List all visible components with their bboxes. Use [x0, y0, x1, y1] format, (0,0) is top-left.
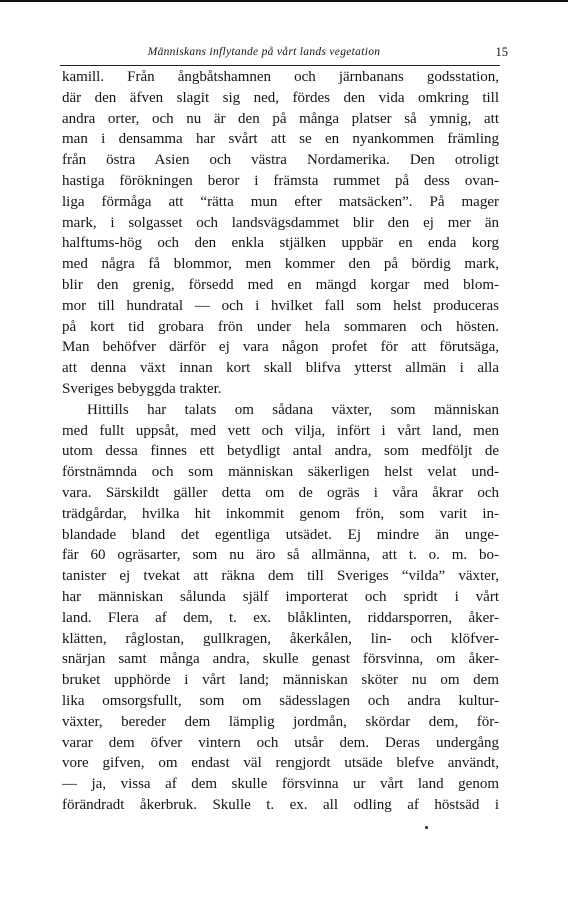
header-rule	[60, 65, 500, 66]
top-edge-rule	[0, 0, 568, 2]
text-line: från östra Asien och västra Nordamerika. Den otroligt	[62, 152, 499, 169]
text-line: halftums-hög och den enkla stjälken uppbär en enda korg	[62, 235, 499, 252]
text-line: på kort tid grobara frön under hela sommaren och hösten.	[62, 318, 499, 335]
text-line: bruket upphörde i vårt land; människan sköter nu om dem	[62, 672, 499, 689]
text-line: utom dessa finnes ett betydligt antal andra, som medföljt de	[62, 443, 499, 460]
text-line: klätten, råglostan, gullkragen, åkerkålen, lin- och klöfver-	[62, 630, 499, 647]
text-line: kamill. Från ångbåtshamnen och järnbanans godsstation,	[62, 69, 499, 85]
text-line: andra orter, och nu är den på många platser så ymnig, att	[62, 110, 499, 127]
text-line: mor till hundratal — och i hvilket fall som helst produceras	[62, 297, 499, 314]
text-line: förändradt åkerbruk. Skulle t. ex. all odling af höstsäd i	[62, 796, 499, 813]
text-line: liga förmåga att “rätta mun efter matsäcken”. På mager	[62, 193, 499, 210]
text-line: blandade bland det egentliga utsädet. Ej mindre än unge-	[62, 526, 499, 543]
ink-dot	[425, 826, 428, 829]
text-line: lika omsorgsfullt, som om sädesslagen och andra kultur-	[62, 692, 499, 709]
text-line: med några få blommor, men kommer den på bördig mark,	[62, 256, 499, 273]
text-line: man i densamma har svårt att se en nyankommen främling	[62, 131, 499, 148]
text-line: varar dem öfver vintern och utsår dem. Deras undergång	[62, 734, 499, 751]
text-line: Man behöfver därför ej vara någon profet för att förutsäga,	[62, 339, 499, 356]
text-line: hastiga förökningen beror i främsta rummet på dess ovan-	[62, 172, 499, 189]
text-line: blir den grenig, försedd med en mängd korgar med blom-	[62, 276, 499, 293]
text-line: har människan sålunda själf importerat och spridt i vårt	[62, 588, 499, 605]
text-line: vara. Särskildt gäller detta om de ogräs i våra åkrar och	[62, 484, 499, 501]
text-line: Sveriges bebyggda trakter.	[62, 380, 222, 397]
text-line: förstnämnda och som människan säkerligen helst velat und-	[62, 464, 499, 481]
running-title: Människans inflytande på vårt lands vegetation	[147, 46, 381, 58]
text-line: — ja, vissa af dem skulle försvinna ur vårt land genom	[62, 776, 499, 793]
page-header	[60, 46, 508, 62]
text-line: där den äfven slagit sig ned, fördes den vida omkring till	[62, 89, 499, 106]
text-line: med fullt uppsåt, med vett och vilja, infört i vårt land, men	[62, 422, 499, 439]
text-line: att denna växt innan kort skall blifva ytterst allmän i alla	[62, 360, 499, 377]
text-line: snärjan samt många andra, skulle genast försvinna, om åker-	[62, 651, 499, 668]
body-text	[62, 67, 499, 816]
text-line: fär 60 ogräsarter, som nu äro så allmänna, att t. o. m. bo-	[62, 547, 499, 564]
text-line: Hittills har talats om sådana växter, som människan	[87, 401, 499, 418]
page-number: 15	[495, 45, 508, 59]
text-line: tanister ej tvekat att räkna dem till Sveriges “vilda” växter,	[62, 568, 499, 585]
text-line: land. Flera af dem, t. ex. blåklinten, riddarsporren, åker-	[62, 609, 499, 626]
text-line: vore gifven, om endast väl rengjordt utsäde blefve användt,	[62, 755, 499, 772]
text-line: mark, i solgasset och landsvägsdammet blir den ej mer än	[62, 214, 499, 231]
text-line: växter, bereder dem lämplig jordmån, skördar dem, för-	[62, 713, 499, 730]
text-line: trädgårdar, hvilka hit inkommit genom frön, som varit in-	[62, 505, 499, 522]
